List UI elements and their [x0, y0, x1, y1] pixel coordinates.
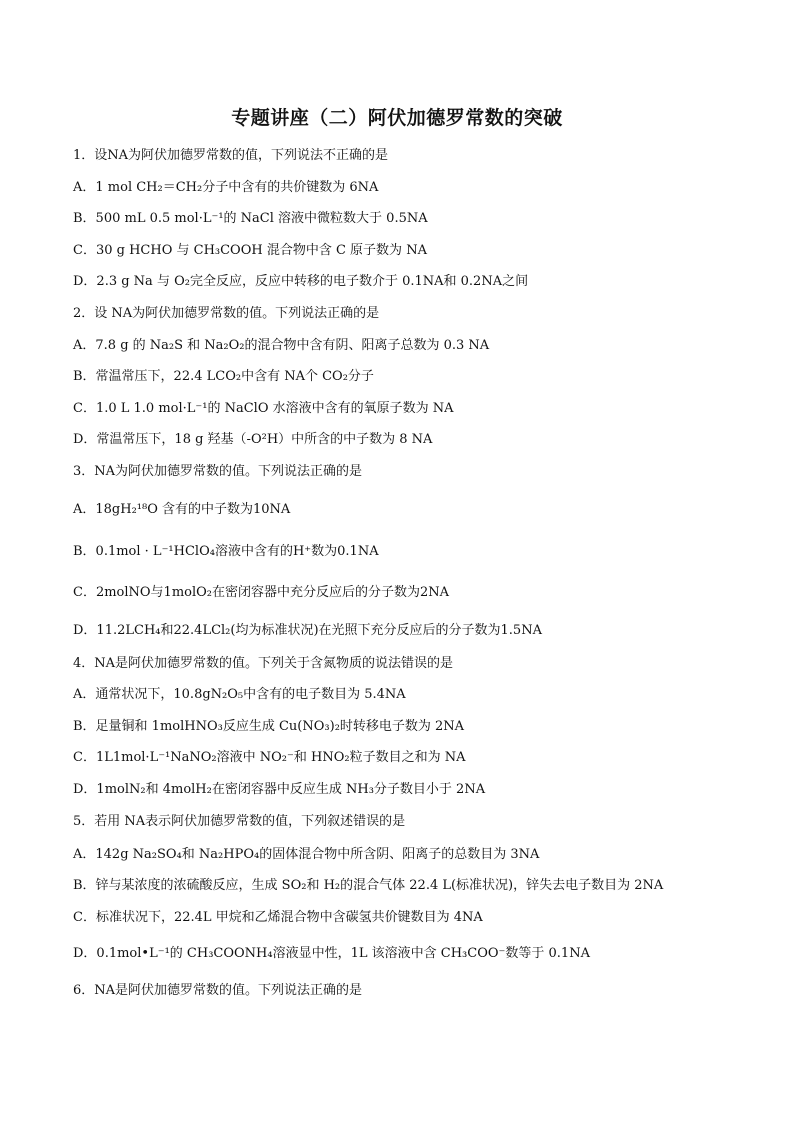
question-3-option-d: D．11.2LCH₄和22.4LCl₂(均为标准状况)在光照下充分反应后的分子数为1.5NA: [73, 623, 542, 638]
question-4-option-c: C．1L1mol·L⁻¹NaNO₂溶液中 NO₂⁻和 HNO₂粒子数目之和为 NA: [73, 750, 466, 765]
question-3-stem: 3．NA为阿伏加德罗常数的值。下列说法正确的是: [73, 464, 363, 479]
question-5-stem: 5．若用 NA表示阿伏加德罗常数的值，下列叙述错误的是: [73, 814, 406, 829]
question-4-option-a: A．通常状况下，10.8gN₂O₅中含有的电子数目为 5.4NA: [73, 687, 406, 702]
page-title: 专题讲座（二）阿伏加德罗常数的突破: [231, 107, 563, 129]
question-5-option-d: D．0.1mol•L⁻¹的 CH₃COONH₄溶液显中性，1L 该溶液中含 CH₃COO⁻数等于 0.1NA: [73, 946, 590, 961]
question-2-option-d: D．常温常压下，18 g 羟基（-O²H）中所含的中子数为 8 NA: [73, 432, 433, 447]
question-1-option-d: D．2.3 g Na 与 O₂完全反应，反应中转移的电子数介于 0.1NA和 0.2NA之间: [73, 274, 529, 289]
question-5-option-c: C．标准状况下，22.4L 甲烷和乙烯混合物中含碳氢共价键数目为 4NA: [73, 910, 483, 925]
question-1-option-b: B．500 mL 0.5 mol·L⁻¹的 NaCl 溶液中微粒数大于 0.5NA: [73, 211, 428, 226]
question-4-stem: 4．NA是阿伏加德罗常数的值。下列关于含氮物质的说法错误的是: [73, 656, 454, 671]
question-1-stem: 1．设NA为阿伏加德罗常数的值，下列说法不正确的是: [73, 148, 389, 163]
question-2-option-c: C．1.0 L 1.0 mol·L⁻¹的 NaClO 水溶液中含有的氧原子数为 NA: [73, 401, 454, 416]
question-4-option-d: D．1molN₂和 4molH₂在密闭容器中反应生成 NH₃分子数目小于 2NA: [73, 782, 486, 797]
question-2-option-b: B．常温常压下，22.4 LCO₂中含有 NA个 CO₂分子: [73, 369, 374, 384]
question-5-option-a: A．142g Na₂SO₄和 Na₂HPO₄的固体混合物中所含阴、阳离子的总数目为 3NA: [73, 847, 540, 862]
question-1-option-a: A．1 mol CH₂＝CH₂分子中含有的共价键数为 6NA: [73, 180, 379, 195]
question-1-option-c: C．30 g HCHO 与 CH₃COOH 混合物中含 C 原子数为 NA: [73, 243, 427, 258]
question-3-option-c: C．2molNO与1molO₂在密闭容器中充分反应后的分子数为2NA: [73, 585, 450, 600]
question-2-option-a: A．7.8 g 的 Na₂S 和 Na₂O₂的混合物中含有阴、阳离子总数为 0.3 NA: [73, 338, 490, 353]
question-2-stem: 2．设 NA为阿伏加德罗常数的值。下列说法正确的是: [73, 306, 380, 321]
question-3-option-a: A．18gH₂¹⁸O 含有的中子数为10NA: [73, 502, 291, 517]
question-4-option-b: B．足量铜和 1molHNO₃反应生成 Cu(NO₃)₂时转移电子数为 2NA: [73, 719, 465, 734]
question-5-option-b: B．锌与某浓度的浓硫酸反应，生成 SO₂和 H₂的混合气体 22.4 L(标准状况)，锌失去电子数目为 2NA: [73, 878, 664, 893]
question-6-stem: 6．NA是阿伏加德罗常数的值。下列说法正确的是: [73, 983, 363, 998]
question-3-option-b: B．0.1mol · L⁻¹HClO₄溶液中含有的H⁺数为0.1NA: [73, 544, 379, 559]
